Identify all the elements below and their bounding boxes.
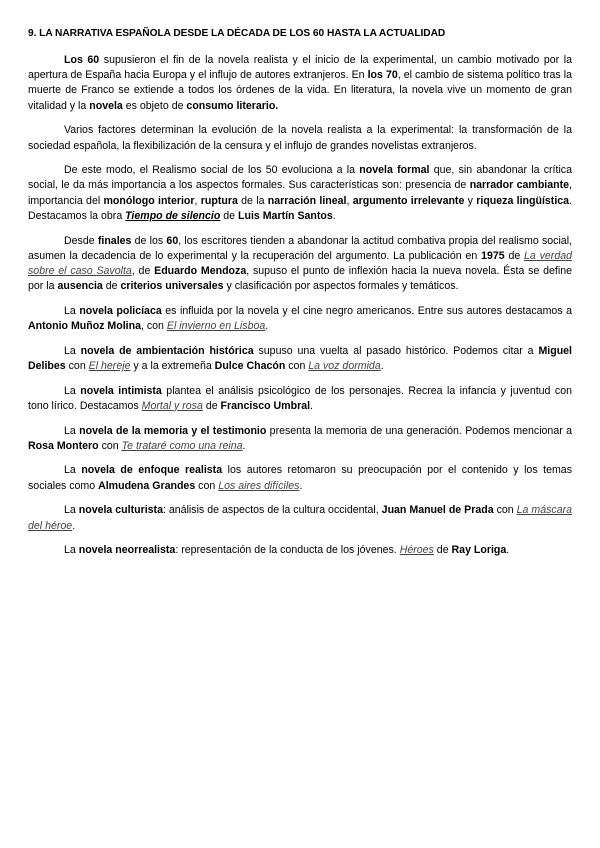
paragraph	[28, 234, 572, 295]
text-run: : análisis de aspectos de la cultura occidental,	[162, 504, 382, 517]
bold-text: Ray Loriga	[451, 544, 507, 557]
paragraph	[28, 304, 572, 334]
text-run: con	[65, 359, 89, 372]
bold-text: novela intimista	[80, 384, 162, 397]
bold-text: monólogo interior	[103, 194, 195, 207]
text-run: los autores retomaron su preocupación por el contenido y los temas sociales como	[28, 464, 572, 492]
text-run: de	[202, 399, 221, 412]
text-run: .	[506, 544, 510, 557]
text-run: La	[64, 344, 81, 357]
text-run: de	[102, 280, 121, 293]
text-run: con	[285, 359, 309, 372]
text-run: plantea el análisis psicológico de los personajes. Recrea la infancia y juventud con tono lírico. Destacamos	[28, 384, 572, 412]
bold-text: novela de la memoria y el testimonio	[79, 424, 267, 437]
bold-text: riqueza lingüística	[476, 194, 570, 207]
bold-text: consumo literario.	[186, 99, 279, 112]
document-page	[28, 28, 572, 568]
bold-text: novela neorrealista	[78, 544, 176, 557]
bold-text: Miguel Delibes	[28, 344, 572, 372]
text-run: de	[504, 249, 525, 262]
text-run: es objeto de	[122, 99, 187, 112]
paragraph	[28, 384, 572, 414]
bold-text: Almudena Grandes	[98, 479, 196, 492]
bold-text: Juan Manuel de Prada	[381, 504, 494, 517]
text-run: que, sin abandonar la crítica social, le da más importancia a los aspectos formales. Sus características son: presencia de	[28, 164, 572, 192]
bold-text: novela policíaca	[79, 304, 162, 317]
text-run: .	[332, 209, 336, 222]
text-run: . Destacamos la obra	[28, 194, 573, 222]
text-run: .	[265, 320, 269, 333]
bold-text: finales	[97, 234, 132, 247]
bold-text: Dulce Chacón	[214, 359, 286, 372]
bold-text: 1975	[481, 249, 505, 262]
text-run: , los escritores tienden a abandonar la actitud combativa propia del realismo social, asumen la decadencia de lo experimental y la recuperación del argumento. La publicación en	[28, 234, 572, 262]
text-run: y clasificación por aspectos formales y temáticos.	[223, 280, 459, 293]
text-run: La	[64, 424, 80, 437]
paragraph	[28, 53, 572, 114]
paragraph	[28, 424, 572, 454]
bold-text: ruptura	[200, 194, 238, 207]
text-run: de	[433, 544, 452, 557]
book-title: La voz dormida	[308, 359, 381, 372]
book-title: Te trataré como una reina	[121, 439, 243, 452]
text-run: La	[64, 464, 82, 477]
text-run: .	[380, 359, 384, 372]
bold-text: 60	[166, 234, 179, 247]
text-run: .	[310, 399, 313, 412]
bold-text: novela	[89, 99, 123, 112]
paragraph	[28, 123, 572, 153]
bold-text: Eduardo Mendoza	[154, 264, 247, 277]
text-run: La	[64, 384, 81, 397]
text-run: , el cambio de sistema político tras la muerte de Franco se extiende a todos los órdenes de la vida. En literatura, la novela vive un momento de gran vitalidad y la	[28, 69, 572, 112]
text-run: con	[98, 439, 122, 452]
bold-text: novela formal	[359, 164, 430, 177]
text-run: : representación de la conducta de los jóvenes.	[175, 544, 400, 557]
bold-text: Los 60	[64, 54, 100, 66]
paragraph	[28, 543, 572, 558]
book-title: Héroes	[399, 544, 434, 557]
text-run: .	[299, 479, 303, 492]
text-run: , supuso el punto de inflexión hacia la nueva novela. Ésta se define por la	[28, 264, 572, 293]
bold-text: ausencia	[57, 280, 103, 293]
paragraph	[28, 163, 572, 224]
text-run: presenta la memoria de una generación. Podemos mencionar a	[266, 424, 572, 437]
bold-text: narración lineal	[267, 194, 347, 207]
book-title: El invierno en Lisboa	[166, 320, 266, 333]
book-title: La verdad sobre el caso Savolta	[28, 249, 573, 277]
bold-text: novela de ambientación histórica	[80, 344, 254, 357]
bold-text: novela culturista	[78, 504, 163, 517]
bold-text: criterios universales	[120, 280, 224, 293]
book-title: Tiempo de silencio	[125, 209, 221, 222]
book-title: Los aires difíciles	[218, 479, 300, 492]
text-run: La	[64, 544, 79, 557]
bold-text: Luis Martín Santos	[238, 209, 333, 222]
text-run: , importancia del	[28, 179, 572, 207]
bold-text: novela de enfoque realista	[81, 464, 223, 477]
text-run: ,	[346, 194, 353, 207]
text-run: supusieron el fin de la novela realista y el inicio de la experimental, un cambio motivado por la apertura de España hacia Europa y el influjo de autores extranjeros. En	[28, 54, 573, 82]
book-title: El hereje	[88, 359, 131, 372]
text-run: , con	[140, 320, 167, 333]
text-run: con	[493, 504, 517, 517]
text-run: de la	[237, 194, 268, 207]
text-run: Varios factores determinan la evolución de la novela realista a la experimental: la transformación de la sociedad española, la flexibilización de la censura y el influjo de grandes novelistas extranjeros.	[28, 124, 572, 152]
bold-text: Rosa Montero	[28, 439, 99, 452]
text-run: de	[220, 209, 239, 222]
document-body	[28, 53, 572, 558]
text-run: , de	[131, 264, 155, 277]
paragraph	[28, 463, 572, 493]
text-run: y a la extremeña	[130, 359, 215, 372]
bold-text: argumento irrelevante	[352, 194, 465, 207]
book-title: La máscara del héroe	[28, 504, 573, 532]
text-run: La	[64, 304, 80, 317]
text-run: con	[195, 479, 219, 492]
text-run: de los	[131, 234, 167, 247]
text-run: .	[72, 519, 76, 532]
bold-text: los 70	[367, 69, 398, 82]
text-run: ,	[194, 194, 201, 207]
text-run: Desde	[64, 234, 98, 247]
text-run: La	[64, 504, 79, 517]
book-title: Mortal y rosa	[141, 399, 203, 412]
paragraph	[28, 503, 572, 533]
text-run: supuso una vuelta al pasado histórico. Podemos citar a	[253, 344, 539, 357]
text-run: De este modo, el Realismo social de los 50 evoluciona a la	[64, 164, 360, 177]
document-title: 9. LA NARRATIVA ESPAÑOLA DESDE LA DÉCADA DE LOS 60 HASTA LA ACTUALIDAD	[28, 28, 446, 39]
bold-text: Francisco Umbral	[220, 399, 311, 412]
bold-text: narrador cambiante	[469, 179, 570, 192]
paragraph	[28, 344, 572, 374]
text-run: y	[464, 194, 477, 207]
text-run: .	[242, 439, 246, 452]
text-run: es influida por la novela y el cine negro americanos. Entre sus autores destacamos a	[161, 304, 572, 317]
bold-text: Antonio Muñoz Molina	[28, 320, 141, 333]
